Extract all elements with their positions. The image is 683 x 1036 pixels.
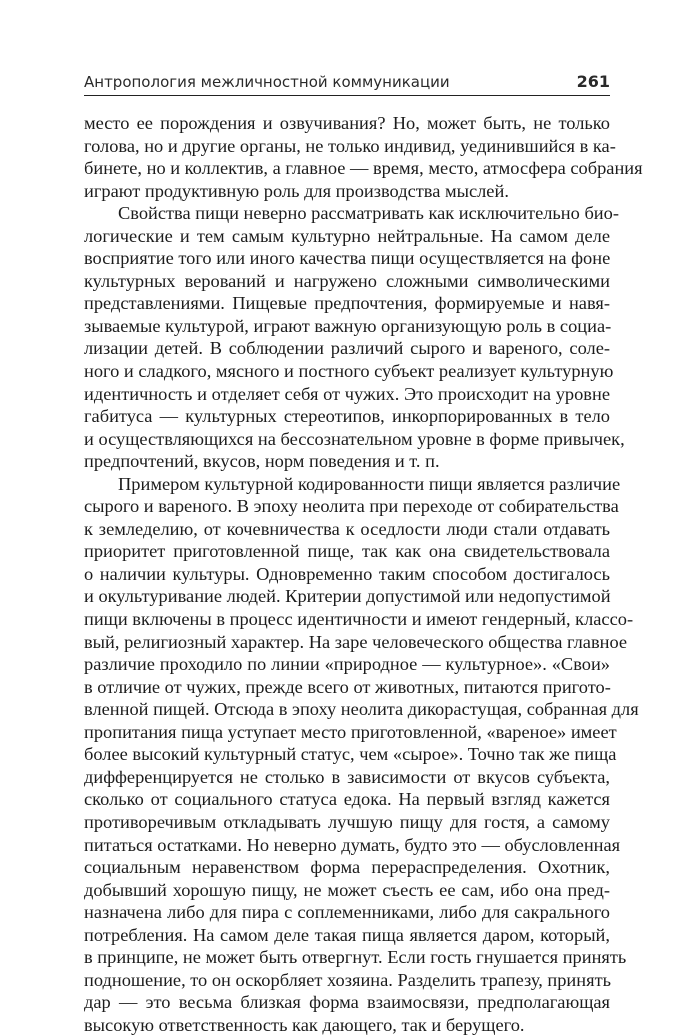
text-line: более высокий культурный статус, чем «сырое». Точно так же пища (84, 744, 617, 765)
text-line: вленной пищей. Отсюда в эпоху неолита дикорастущая, собранная для (84, 699, 639, 720)
text-line: в принципе, не может быть отвергнут. Если гость гнушается принять (84, 947, 627, 968)
text-line: и осуществляющихся на бессознательном уровне в форме привычек, (84, 428, 625, 449)
text-line: в отличие от чужих, прежде всего от животных, питаются пригото- (84, 676, 611, 697)
text-line: вый, религиозный характер. На заре человеческого общества главное (84, 631, 628, 652)
text-line: дифференцируется не столько в зависимости от вкусов субъекта, (84, 766, 610, 787)
text-line: питаться остатками. Но неверно думать, будто это — обусловленная (84, 834, 621, 855)
text-line: ного и сладкого, мясного и постного субъект реализует культурную (84, 361, 614, 382)
text-line: сырого и вареного. В эпоху неолита при переходе от собирательства (84, 496, 619, 517)
running-head (84, 72, 610, 91)
text-line: культурных верований и нагружено сложными символическими (84, 270, 610, 291)
text-line: зываемые культурой, играют важную организующую роль в социа- (84, 315, 612, 336)
text-line: место ее порождения и озвучивания? Но, может быть, не только (84, 113, 610, 133)
text-line: лизации детей. В соблюдении различий сырого и вареного, соле- (84, 338, 610, 359)
paragraph (84, 112, 643, 202)
text-line: высокую ответственность как дающего, так и берущего. (84, 1014, 525, 1035)
text-line: назначена либо для пира с соплеменниками, либо для сакрального (84, 902, 610, 923)
text-line: Свойства пищи неверно рассматривать как исключительно био- (118, 203, 619, 224)
running-title: Антропология межличностной коммуникации (84, 73, 450, 91)
text-line: бинете, но и коллектив, а главное — время, место, атмосфера собрания (84, 158, 643, 179)
text-line: дар — это весьма близкая форма взаимосвязи, предполагающая (84, 992, 610, 1013)
text-line: голова, но и другие органы, не только индивид, уединившийся в ка- (84, 135, 616, 156)
text-line: о наличии культуры. Одновременно таким способом достигалось (84, 563, 610, 584)
text-line: приоритет приготовленной пище, так как она свидетельствовала (84, 541, 610, 562)
text-line: потребления. На самом деле такая пища является даром, который, (84, 924, 610, 945)
text-line: пропитания пища уступает место приготовленной, «вареное» имеет (84, 721, 617, 742)
page-number: 261 (576, 72, 610, 91)
text-line: подношение, то он оскорбляет хозяина. Разделить трапезу, принять (84, 969, 612, 990)
text-line: габитуса — культурных стереотипов, инкорпорированных в тело (84, 406, 610, 427)
text-line: к земледелию, от кочевничества к оседлости люди стали отдавать (84, 518, 610, 539)
text-line: предпочтений, вкусов, норм поведения и т. п. (84, 451, 440, 472)
text-line: и окультуривание людей. Критерии допустимой или недопустимой (84, 586, 611, 607)
body-text (84, 112, 643, 1036)
text-line: представлениями. Пищевые предпочтения, формируемые и навя- (84, 293, 610, 314)
text-line: идентичность и отделяет себя от чужих. Это происходит на уровне (84, 383, 610, 404)
text-line: играют продуктивную роль для производства мыслей. (84, 180, 509, 201)
text-line: противоречивым откладывать лучшую пищу для гостя, а самому (84, 811, 610, 832)
text-line: добывший хорошую пищу, не может съесть ее сам, ибо она пред- (84, 879, 610, 900)
text-line: сколько от социального статуса едока. На первый взгляд кажется (84, 789, 610, 810)
text-line: логические и тем самым культурно нейтральные. На самом деле (84, 225, 610, 246)
text-line: различие проходило по линии «природное — культурное». «Свои» (84, 654, 610, 675)
text-line: Примером культурной кодированности пищи является различие (118, 473, 621, 494)
text-line: пищи включены в процесс идентичности и имеют гендерный, классо- (84, 609, 634, 630)
text-line: социальным неравенством форма перераспределения. Охотник, (84, 857, 610, 878)
header-rule (84, 95, 610, 96)
text-line: восприятие того или иного качества пищи осуществляется на фоне (84, 248, 611, 269)
paragraph (84, 473, 639, 1036)
paragraph (84, 202, 625, 473)
